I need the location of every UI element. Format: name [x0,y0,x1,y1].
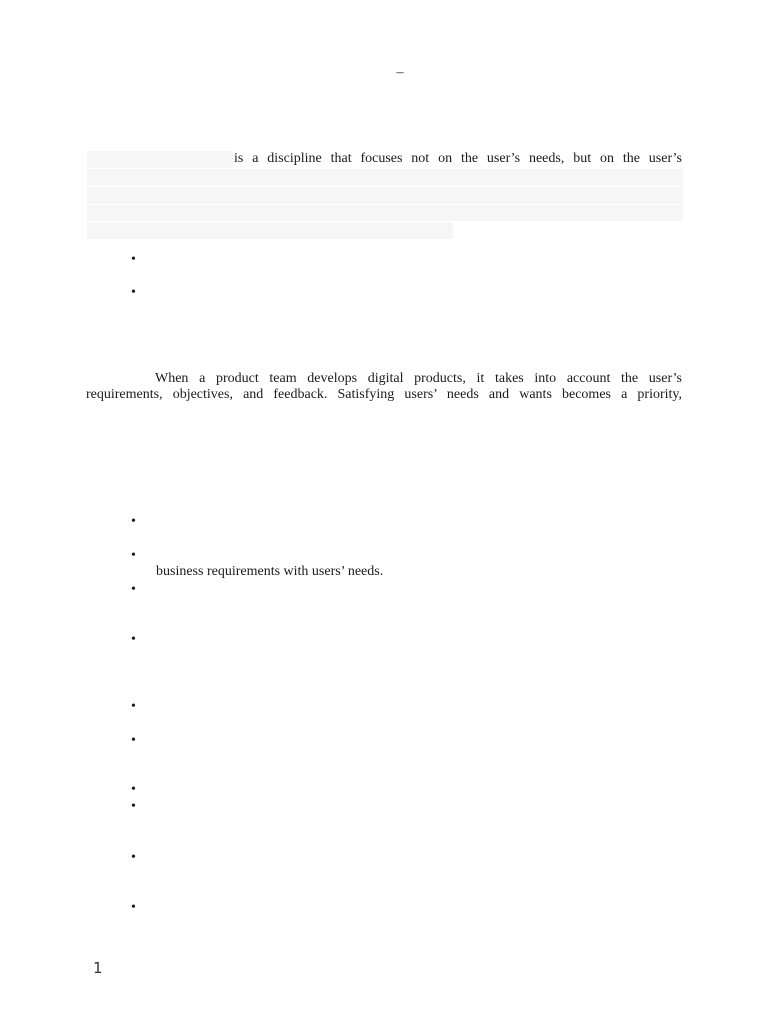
title-dash: – [396,65,404,80]
list2-bullet-10: • [131,900,136,915]
page-number: 1 [93,959,103,977]
paragraph1-line1: is a discipline that focuses not on the user’s needs, but on the user’s [234,151,682,166]
paragraph1-highlight-line5 [87,222,453,239]
paragraph2-line1: When a product team develops digital products, it takes into account the user’s [155,371,682,386]
list2-bullet-4: • [131,632,136,647]
paragraph1-highlight-line4 [87,205,683,221]
paragraph1-highlight-line2 [87,169,683,186]
list1-bullet-1: • [131,252,136,267]
list2-bullet-7: • [131,782,136,797]
list2-bullet-6: • [131,733,136,748]
list2-bullet-2: • [131,548,136,563]
list2-bullet-3: • [131,582,136,597]
list2-bullet-5: • [131,699,136,714]
list1-bullet-2: • [131,285,136,300]
list2-bullet-9: • [131,850,136,865]
paragraph1-highlight-line1 [87,151,233,168]
list2-bullet-1: • [131,514,136,529]
list2-item2-continuation: business requirements with users’ needs. [156,564,384,579]
list2-bullet-8: • [131,799,136,814]
paragraph2-line2: requirements, objectives, and feedback. Satisfying users’ needs and wants becomes a priority, [86,387,682,402]
paragraph1-highlight-line3 [87,187,683,204]
